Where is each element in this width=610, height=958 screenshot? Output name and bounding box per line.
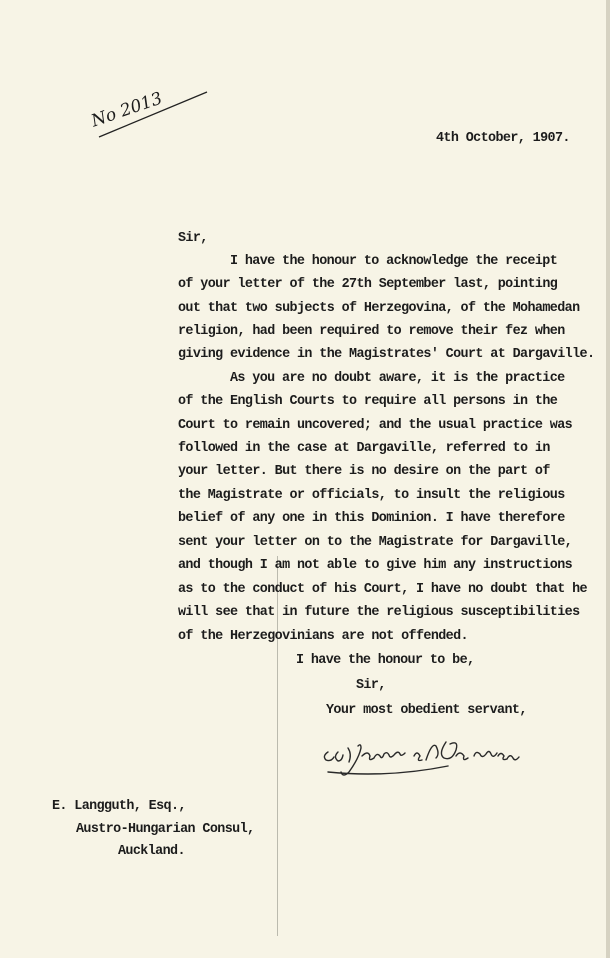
- body-line: the Magistrate or officials, to insult the religious: [178, 488, 565, 503]
- body-line: religion, had been required to remove their fez when: [178, 324, 565, 339]
- body-line: will see that in future the religious susceptibilities: [178, 605, 580, 620]
- body-line: of the English Courts to require all persons in the: [178, 394, 558, 409]
- body-line: giving evidence in the Magistrates' Court at Dargaville.: [178, 347, 595, 362]
- body-line: of your letter of the 27th September last, pointing: [178, 277, 558, 292]
- body-line: I have the honour to acknowledge the receipt: [230, 254, 558, 269]
- addressee-city: Auckland.: [118, 844, 185, 859]
- body-line: sent your letter on to the Magistrate for Dargaville,: [178, 535, 573, 550]
- reference-number: No 2013: [88, 88, 166, 132]
- body-line: out that two subjects of Herzegovina, of the Mohamedan: [178, 301, 580, 316]
- signature: [318, 734, 563, 786]
- body-line: belief of any one in this Dominion. I have therefore: [178, 511, 565, 526]
- addressee-name: E. Langguth, Esq.,: [52, 799, 186, 814]
- body-line: as to the conduct of his Court, I have no doubt that he: [178, 582, 587, 597]
- body-line: Court to remain uncovered; and the usual practice was: [178, 418, 573, 433]
- page-edge: [606, 0, 610, 958]
- body-line: your letter. But there is no desire on the part of: [178, 464, 550, 479]
- body-line: As you are no doubt aware, it is the practice: [230, 371, 565, 386]
- reference-underline: [97, 90, 217, 140]
- closing-line: I have the honour to be,: [296, 653, 475, 668]
- salutation: Sir,: [178, 231, 208, 246]
- closing-line: Your most obedient servant,: [326, 703, 527, 718]
- addressee-title: Austro-Hungarian Consul,: [76, 822, 255, 837]
- body-line: followed in the case at Dargaville, referred to in: [178, 441, 550, 456]
- closing-line: Sir,: [356, 678, 386, 693]
- letter-date: 4th October, 1907.: [436, 131, 570, 146]
- body-line: and though I am not able to give him any instructions: [178, 558, 573, 573]
- body-line: of the Herzegovinians are not offended.: [178, 629, 468, 644]
